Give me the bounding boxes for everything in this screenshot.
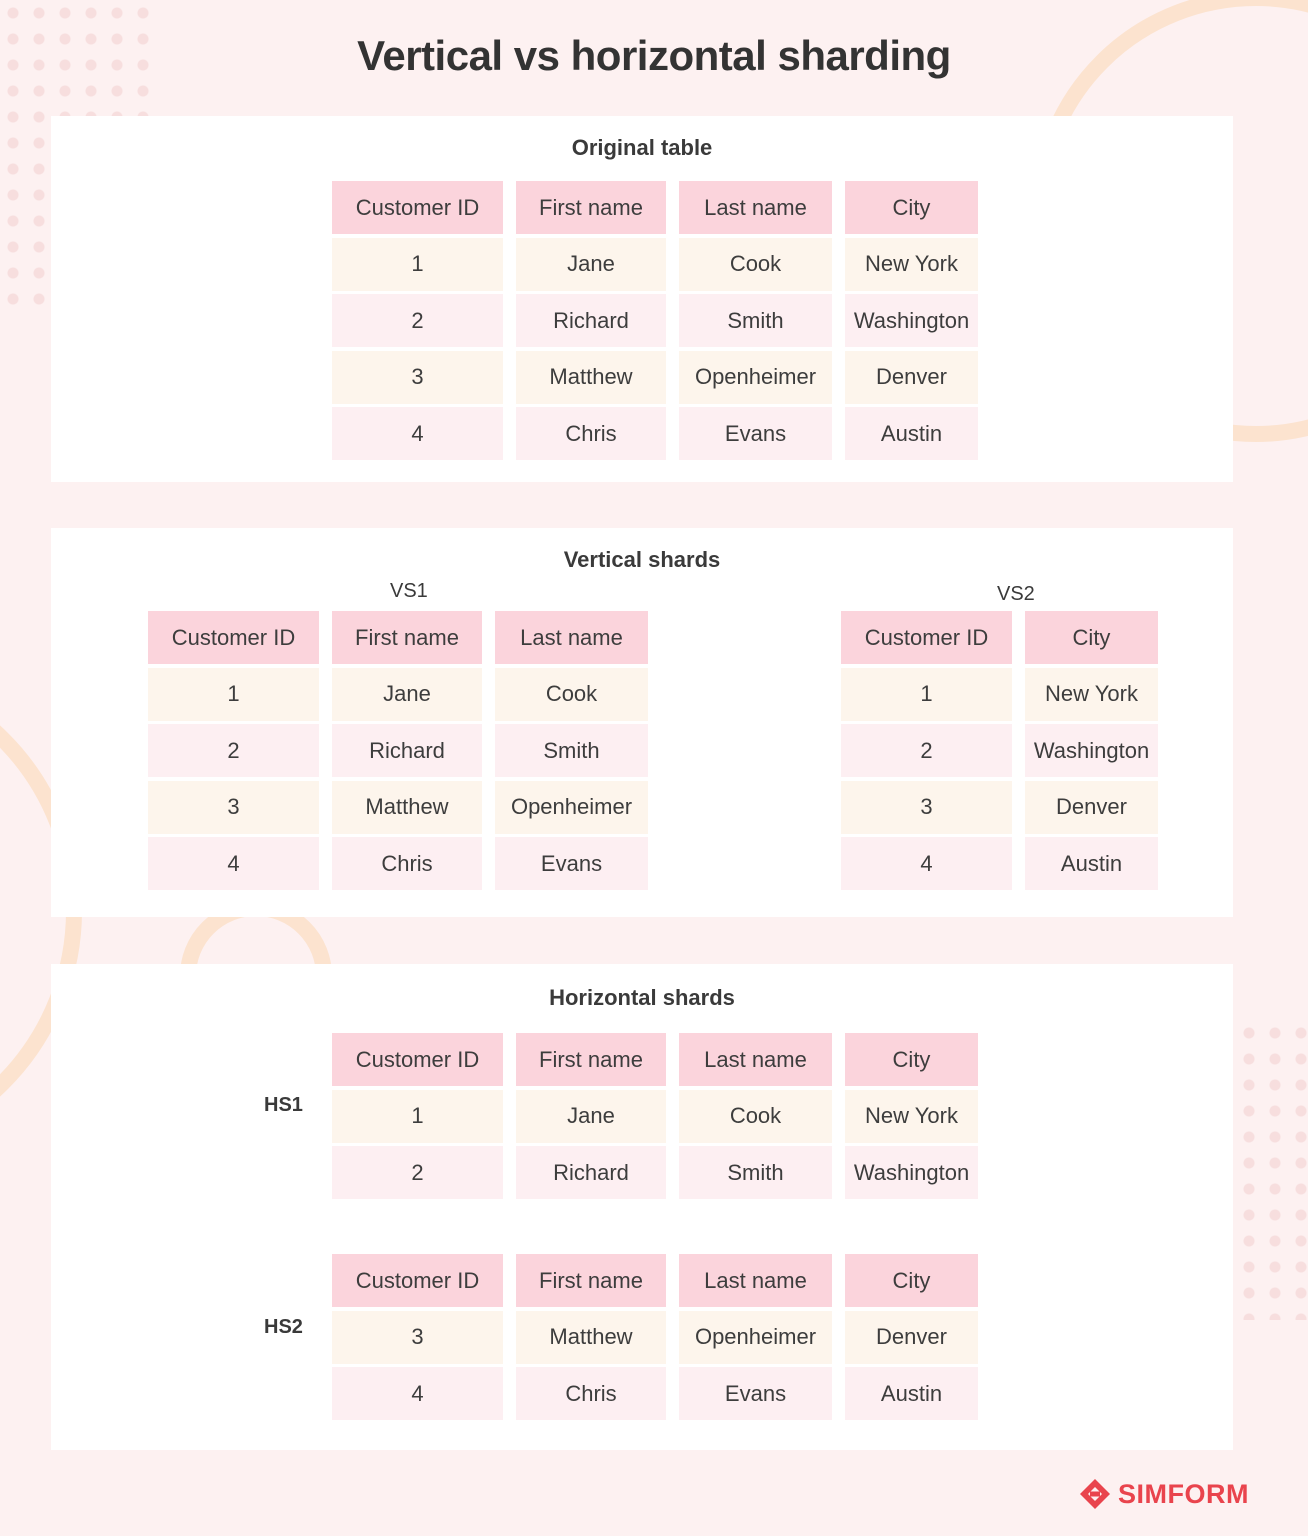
hs2-header-cell: Last name [679, 1254, 832, 1307]
original-table-cell: New York [845, 238, 978, 291]
vs1-table-cell: 1 [148, 668, 319, 721]
original-table-cell: Matthew [516, 351, 666, 404]
original-table-cell: Smith [679, 294, 832, 347]
vs1-table-cell: Cook [495, 668, 648, 721]
vs1-table-cell: Evans [495, 837, 648, 890]
original-table-cell: 2 [332, 294, 503, 347]
original-table [332, 181, 978, 460]
hs2-table-cell: Matthew [516, 1311, 666, 1364]
hs1-table-cell: 1 [332, 1090, 503, 1143]
original-table-cell: Jane [516, 238, 666, 291]
hs1-table-cell: Smith [679, 1146, 832, 1199]
original-table-cell: 4 [332, 407, 503, 460]
hs1-header-cell: Customer ID [332, 1033, 503, 1086]
simform-logo-text: SIMFORM [1118, 1478, 1249, 1509]
original-header-cell: Customer ID [332, 181, 503, 234]
vs2-header-cell: City [1025, 611, 1158, 664]
vs2-table-cell: 4 [841, 837, 1012, 890]
original-header-cell: Last name [679, 181, 832, 234]
vertical-shards-card [51, 528, 1233, 917]
vs1-header-cell: Customer ID [148, 611, 319, 664]
vs1-table-cell: Chris [332, 837, 482, 890]
hs2-table-cell: Denver [845, 1311, 978, 1364]
original-table-cell: Denver [845, 351, 978, 404]
vertical-shards-title: Vertical shards [563, 547, 721, 572]
vs2-table [841, 611, 1158, 890]
hs1-table-cell: 2 [332, 1146, 503, 1199]
hs2-table-cell: Austin [845, 1367, 978, 1420]
original-table-cell: Austin [845, 407, 978, 460]
vs1-table [148, 611, 648, 890]
vs1-header-cell: Last name [495, 611, 648, 664]
hs2-header-cell: City [845, 1254, 978, 1307]
hs2-table-cell: Openheimer [679, 1311, 832, 1364]
hs2-label: HS2 [264, 1316, 303, 1338]
hs1-label: HS1 [264, 1094, 303, 1116]
vs2-table-cell: 3 [841, 781, 1012, 834]
hs1-header-cell: City [845, 1033, 978, 1086]
vs1-label: VS1 [390, 580, 428, 602]
vs1-table-cell: Richard [332, 724, 482, 777]
vs2-table-cell: Denver [1025, 781, 1158, 834]
hs1-table-cell: Richard [516, 1146, 666, 1199]
simform-logo [1078, 1477, 1249, 1511]
hs2-header-cell: First name [516, 1254, 666, 1307]
original-table-cell: Richard [516, 294, 666, 347]
vs1-table-cell: Jane [332, 668, 482, 721]
horizontal-shards-card [51, 964, 1233, 1450]
vs2-table-cell: 2 [841, 724, 1012, 777]
hs2-header-cell: Customer ID [332, 1254, 503, 1307]
hs2-table [332, 1254, 978, 1420]
original-table-title: Original table [571, 135, 713, 160]
original-table-cell: Washington [845, 294, 978, 347]
hs1-header-cell: First name [516, 1033, 666, 1086]
vs2-header-cell: Customer ID [841, 611, 1012, 664]
vs2-table-cell: Austin [1025, 837, 1158, 890]
hs2-table-cell: 3 [332, 1311, 503, 1364]
vs1-header-cell: First name [332, 611, 482, 664]
original-table-cell: Openheimer [679, 351, 832, 404]
vs1-table-cell: Matthew [332, 781, 482, 834]
vs1-table-cell: 4 [148, 837, 319, 890]
vs2-table-cell: New York [1025, 668, 1158, 721]
vs2-table-cell: Washington [1025, 724, 1158, 777]
horizontal-shards-title: Horizontal shards [549, 985, 735, 1010]
original-table-cell: Cook [679, 238, 832, 291]
vs2-table-cell: 1 [841, 668, 1012, 721]
vs1-table-cell: 2 [148, 724, 319, 777]
original-table-cell: 1 [332, 238, 503, 291]
vs1-table-cell: Openheimer [495, 781, 648, 834]
background-dots-right [1236, 1020, 1308, 1320]
hs1-table-cell: Washington [845, 1146, 978, 1199]
hs2-table-cell: Chris [516, 1367, 666, 1420]
hs2-table-cell: 4 [332, 1367, 503, 1420]
original-header-cell: First name [516, 181, 666, 234]
vs2-label: VS2 [997, 583, 1035, 605]
original-table-cell: 3 [332, 351, 503, 404]
hs1-table-cell: Cook [679, 1090, 832, 1143]
hs1-table [332, 1033, 978, 1199]
hs2-table-cell: Evans [679, 1367, 832, 1420]
vs1-table-cell: 3 [148, 781, 319, 834]
hs1-table-cell: New York [845, 1090, 978, 1143]
simform-logo-icon [1078, 1477, 1112, 1511]
vs1-table-cell: Smith [495, 724, 648, 777]
page-title: Vertical vs horizontal sharding [357, 32, 951, 79]
hs1-table-cell: Jane [516, 1090, 666, 1143]
original-table-card [51, 116, 1233, 482]
original-table-cell: Chris [516, 407, 666, 460]
original-table-cell: Evans [679, 407, 832, 460]
hs1-header-cell: Last name [679, 1033, 832, 1086]
original-header-cell: City [845, 181, 978, 234]
